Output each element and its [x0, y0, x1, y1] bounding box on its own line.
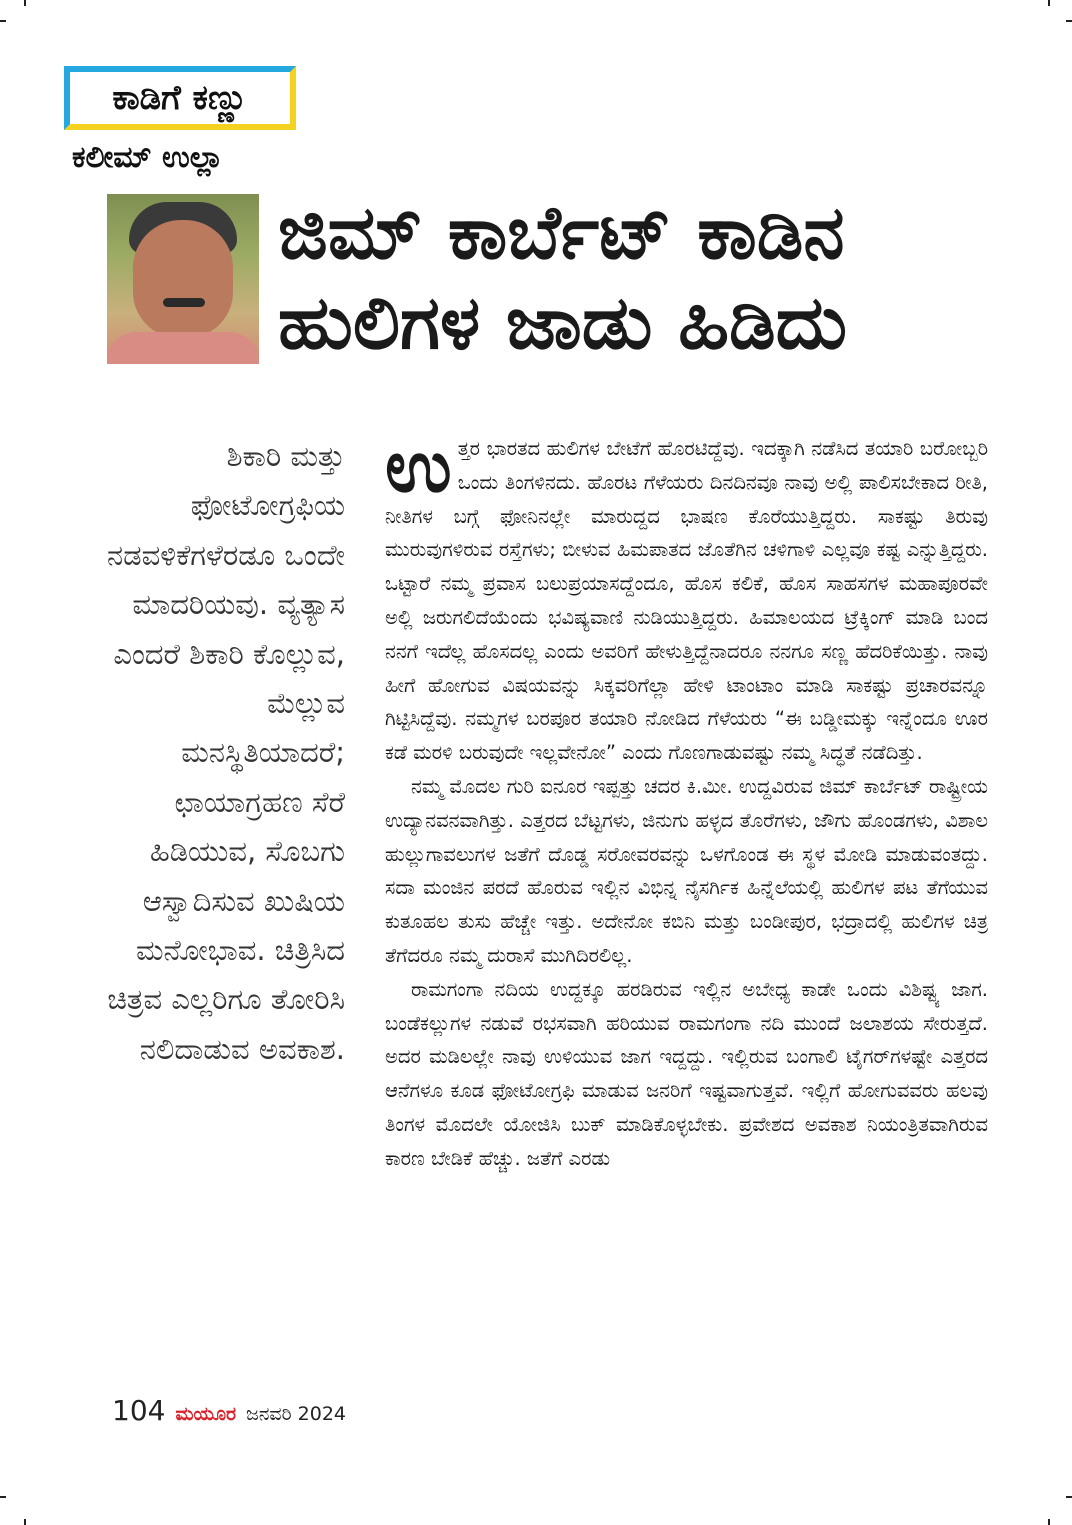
author-name: ಕಲೀಮ್ ಉಲ್ಲಾ	[72, 140, 224, 175]
crop-mark	[24, 1519, 26, 1525]
issue-date: ಜನವರಿ 2024	[246, 1403, 347, 1425]
article-paragraph	[385, 424, 988, 770]
headline-line-2: ಹುಲಿಗಳ ಜಾಡು ಹಿಡಿದು	[278, 280, 848, 367]
crop-mark	[1066, 20, 1072, 22]
article-paragraph: ರಾಮಗಂಗಾ ನದಿಯ ಉದ್ದಕ್ಕೂ ಹರಡಿರುವ ಇಲ್ಲಿನ ಅಬೇಧ್ಯ ಕಾಡೇ ಒಂದು ವಿಶಿಷ್ಟ್ಯ ಜಾಗ. ಬಂಡೆಕಲ್ಲುಗಳ ನಡುವೆ ರಭಸವಾಗಿ ಹರಿಯುವ ರಾಮಗಂಗಾ ನದಿ ಮುಂದೆ ಜಲಾಶಯ ಸೇರುತ್ತದೆ. ಅದರ ಮಡಿಲಲ್ಲೇ ನಾವು ಉಳಿಯುವ ಜಾಗ ಇದ್ದದ್ದು. ಇಲ್ಲಿರುವ ಬಂಗಾಲಿ ಟೈಗರ್‌ಗಳಷ್ಟೇ ಎತ್ತರದ ಆನೆಗಳೂ ಕೂಡ ಫೋಟೋಗ್ರಫಿ ಮಾಡುವ ಜನರಿಗೆ ಇಷ್ಟವಾಗುತ್ತವೆ. ಇಲ್ಲಿಗೆ ಹೋಗುವವರು ಹಲವು ತಿಂಗಳ ಮೊದಲೇ ಯೋಜಿಸಿ ಬುಕ್ ಮಾಡಿಕೊಳ್ಳಬೇಕು. ಪ್ರವೇಶದ ಅವಕಾಶ ನಿಯಂತ್ರಿತವಾಗಿರುವ ಕಾರಣ ಬೇಡಿಕೆ ಹೆಚ್ಚು. ಜತೆಗೆ ಎರಡು	[385, 977, 988, 1170]
crop-mark	[1048, 1519, 1050, 1525]
headline-line-1: ಜಿಮ್ ಕಾರ್ಬೆಟ್ ಕಾಡಿನ	[278, 190, 845, 276]
crop-mark	[1048, 0, 1050, 6]
crop-mark	[1066, 1496, 1072, 1498]
page-number: 104	[112, 1394, 166, 1427]
article-paragraph: ನಮ್ಮ ಮೊದಲ ಗುರಿ ಐನೂರ ಇಪ್ಪತ್ತು ಚದರ ಕಿ.ಮೀ. ಉದ್ದವಿರುವ ಜಿಮ್ ಕಾರ್ಬೆಟ್ ರಾಷ್ಟ್ರೀಯ ಉದ್ಯಾನವನವಾಗಿತ್ತು. ಎತ್ತರದ ಬೆಟ್ಟಗಳು, ಜಿನುಗು ಹಳ್ಳದ ತೊರೆಗಳು, ಜೌಗು ಹೊಂಡಗಳು, ವಿಶಾಲ ಹುಲ್ಲುಗಾವಲುಗಳ ಜತೆಗೆ ದೊಡ್ಡ ಸರೋವರವನ್ನು ಒಳಗೊಂಡ ಈ ಸ್ಥಳ ಮೋಡಿ ಮಾಡುವಂತದ್ದು. ಸದಾ ಮಂಜಿನ ಪರದೆ ಹೊರುವ ಇಲ್ಲಿನ ವಿಭಿನ್ನ ನೈಸರ್ಗಿಕ ಹಿನ್ನೆಲೆಯಲ್ಲಿ ಹುಲಿಗಳ ಪಟ ತೆಗೆಯುವ ಕುತೂಹಲ ತುಸು ಹೆಚ್ಚೇ ಇತ್ತು. ಅದೇನೋ ಕಬಿನಿ ಮತ್ತು ಬಂಡೀಪುರ, ಭದ್ರಾದಲ್ಲಿ ಹುಲಿಗಳ ಚಿತ್ರ ತೆಗೆದರೂ ನಮ್ಮ ದುರಾಸೆ ಮುಗಿದಿರಲಿಲ್ಲ.	[385, 774, 988, 967]
page-footer	[112, 1394, 346, 1427]
article-paragraph-text: ತ್ತರ ಭಾರತದ ಹುಲಿಗಳ ಬೇಟೆಗೆ ಹೊರಟಿದ್ದೆವು. ಇದಕ್ಕಾಗಿ ನಡೆಸಿದ ತಯಾರಿ ಬರೋಬ್ಬರಿ ಒಂದು ತಿಂಗಳಿನದು. ಹೊರಟ ಗೆಳೆಯರು ದಿನದಿನವೂ ನಾವು ಅಲ್ಲಿ ಪಾಲಿಸಬೇಕಾದ ರೀತಿ, ನೀತಿಗಳ ಬಗ್ಗೆ ಫೋನಿನಲ್ಲೇ ಮಾರುದ್ದದ ಭಾಷಣ ಕೊರೆಯುತ್ತಿದ್ದರು. ಸಾಕಷ್ಟು ತಿರುವು ಮುರುವುಗಳಿರುವ ರಸ್ತೆಗಳು; ಬೀಳುವ ಹಿಮಪಾತದ ಜೊತೆಗಿನ ಚಳಿಗಾಳಿ ಎಲ್ಲವೂ ಕಷ್ಟ ಎನ್ನುತ್ತಿದ್ದರು. ಒಟ್ಟಾರೆ ನಮ್ಮ ಪ್ರವಾಸ ಬಲುಪ್ರಯಾಸದ್ದೆಂದೂ, ಹೊಸ ಕಲಿಕೆ, ಹೊಸ ಸಾಹಸಗಳ ಮಹಾಪೂರವೇ ಅಲ್ಲಿ ಜರುಗಲಿದೆಯೆಂದು ಭವಿಷ್ಯವಾಣಿ ನುಡಿಯುತ್ತಿದ್ದರು. ಹಿಮಾಲಯದ ಟ್ರೆಕ್ಕಿಂಗ್ ಮಾಡಿ ಬಂದ ನನಗೆ ಇದೆಲ್ಲ ಹೊಸದಲ್ಲ ಎಂದು ಅವರಿಗೆ ಹೇಳುತ್ತಿದ್ದೆನಾದರೂ ನನಗೂ ಸಣ್ಣ ಹೆದರಿಕೆಯಿತ್ತು. ನಾವು ಹೀಗೆ ಹೋಗುವ ವಿಷಯವನ್ನು ಸಿಕ್ಕವರಿಗೆಲ್ಲಾ ಹೇಳಿ ಟಾಂಟಾಂ ಮಾಡಿ ಸಾಕಷ್ಟು ಪ್ರಚಾರವನ್ನೂ ಗಿಟ್ಟಿಸಿದ್ದೆವು. ನಮ್ಮಗಳ ಬರಪೂರ ತಯಾರಿ ನೋಡಿದ ಗೆಳೆಯರು “ಈ ಬಡ್ಡೀಮಕ್ಕು ಇನ್ನೆಂದೂ ಊರ ಕಡೆ ಮರಳಿ ಬರುವುದೇ ಇಲ್ಲವೇನೋ” ಎಂದು ಗೊಣಗಾಡುವಷ್ಟು ನಮ್ಮ ಸಿದ್ಧತೆ ನಡೆದಿತ್ತು.	[385, 437, 988, 765]
magazine-name: ಮಯೂರ	[175, 1403, 237, 1425]
author-photo	[107, 194, 259, 364]
crop-mark	[24, 0, 26, 6]
article-body	[385, 424, 988, 1176]
headline	[278, 188, 1038, 369]
drop-cap: ಉ	[385, 424, 452, 508]
crop-mark	[0, 1496, 6, 1498]
column-tag: ಕಾಡಿಗೆ ಕಣ್ಣು	[64, 66, 296, 130]
pull-quote: ಶಿಕಾರಿ ಮತ್ತು ಫೋಟೋಗ್ರಫಿಯ ನಡವಳಿಕೆಗಳೆರಡೂ ಒಂದೇ ಮಾದರಿಯವು. ವ್ಯತ್ಯಾಸ ಎಂದರೆ ಶಿಕಾರಿ ಕೊಲ್ಲುವ, ಮೆಲ್ಲುವ ಮನಸ್ಥಿತಿಯಾದರೆ; ಛಾಯಾಗ್ರಹಣ ಸೆರೆ ಹಿಡಿಯುವ, ಸೊಬಗು ಆಸ್ವಾದಿಸುವ ಖುಷಿಯ ಮನೋಭಾವ. ಚಿತ್ರಿಸಿದ ಚಿತ್ರವ ಎಲ್ಲರಿಗೂ ತೋರಿಸಿ ನಲಿದಾಡುವ ಅವಕಾಶ.	[107, 439, 345, 1066]
crop-mark	[0, 20, 6, 22]
